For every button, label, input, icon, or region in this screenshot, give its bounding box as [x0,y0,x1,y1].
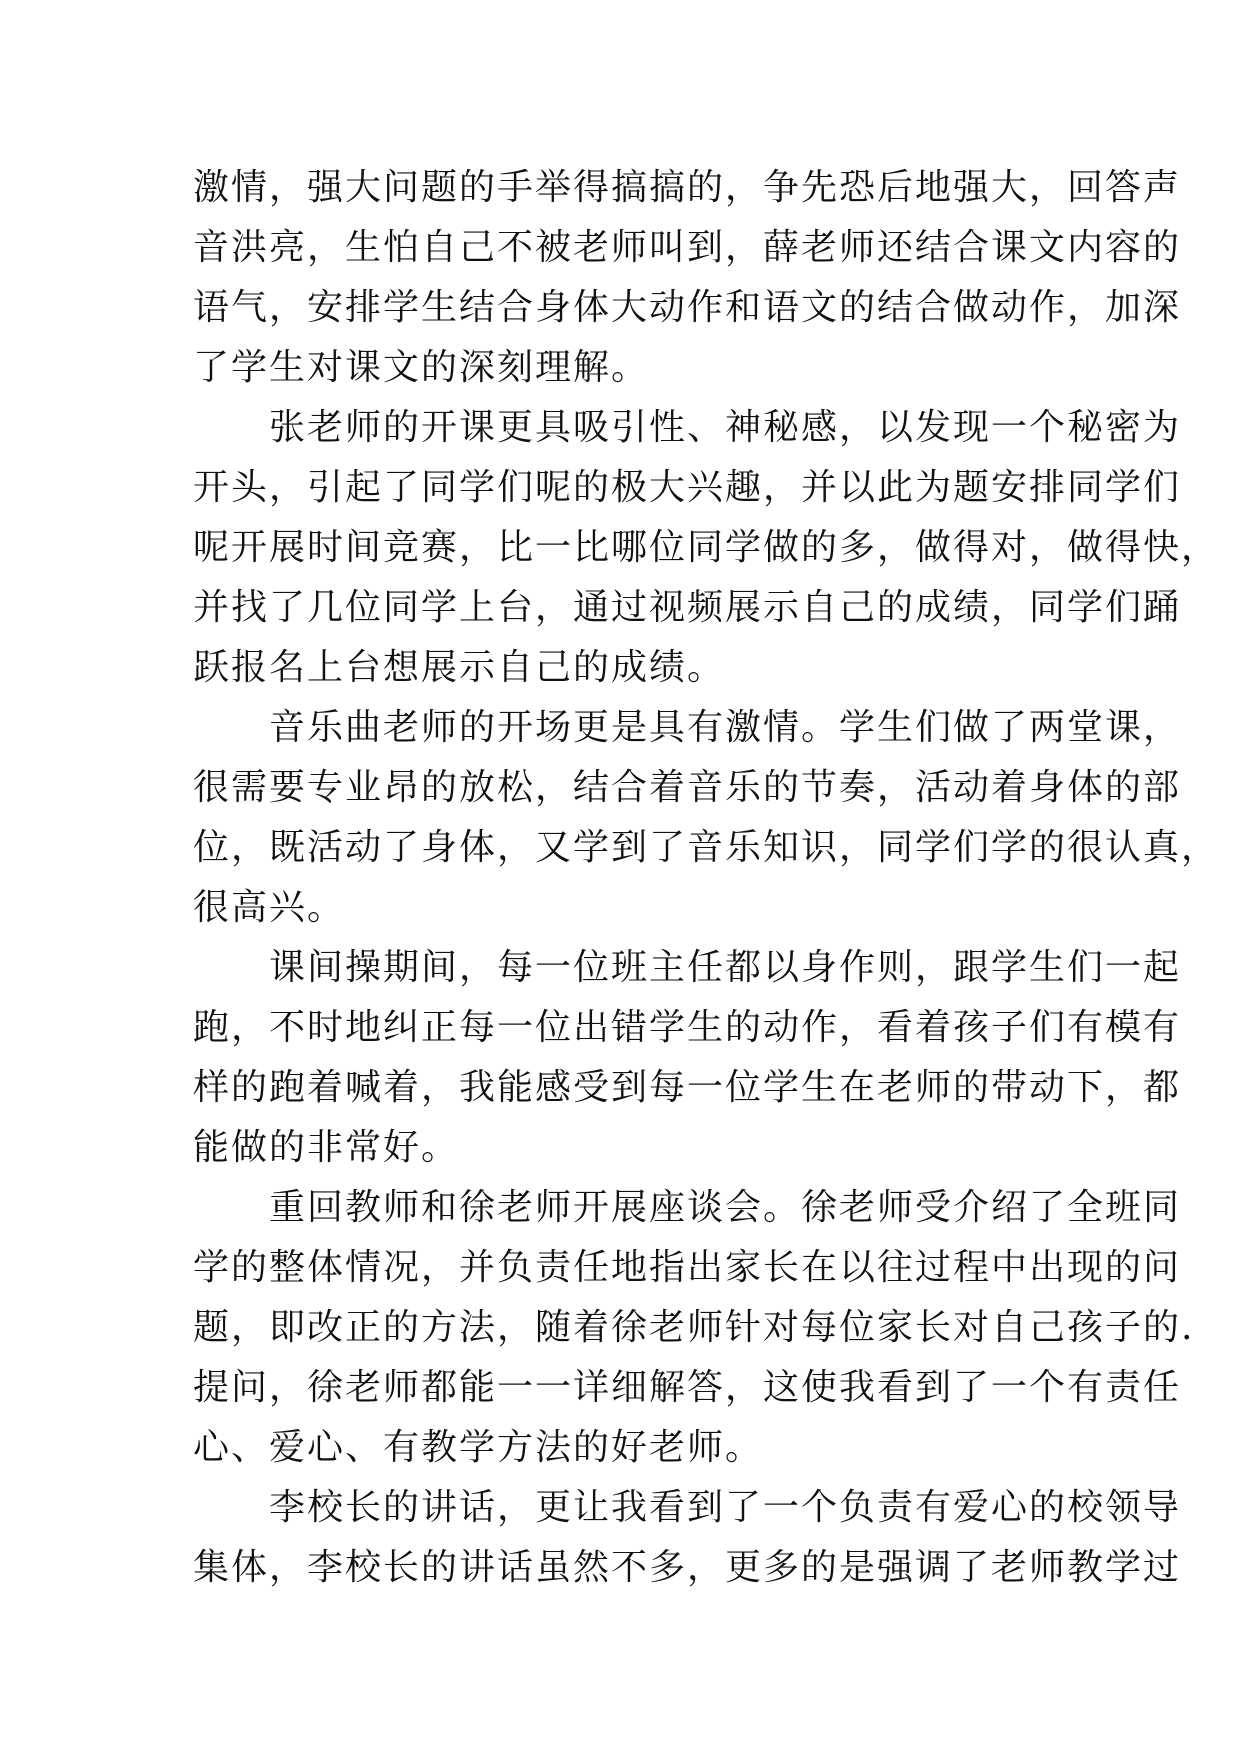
text-line-12: 位，既活动了身体，又学到了音乐知识，同学们学的很认真， [193,827,1220,868]
text-line-19: 学的整体情况，并负责任地指出家长在以往过程中出现的问 [193,1247,1182,1288]
text-line-11: 很需要专业昂的放松，结合着音乐的节奏，活动着身体的部 [193,767,1182,808]
text-line-7: 呢开展时间竞赛，比一比哪位同学做的多，做得对，做得快， [193,527,1220,568]
text-line-5: 张老师的开课更具吸引性、神秘感，以发现一个秘密为 [269,407,1182,448]
text-line-18: 重回教师和徐老师开展座谈会。徐老师受介绍了全班同 [269,1187,1182,1228]
text-line-10: 音乐曲老师的开场更是具有激情。学生们做了两堂课， [269,707,1182,748]
text-line-21: 提问，徐老师都能一一详细解答，这使我看到了一个有责任 [193,1367,1182,1408]
text-line-15: 跑，不时地纠正每一位出错学生的动作，看着孩子们有模有 [193,1007,1182,1048]
document-body [193,158,1220,1598]
text-line-2: 音洪亮，生怕自己不被老师叫到，薛老师还结合课文内容的 [193,227,1182,268]
text-line-8: 并找了几位同学上台，通过视频展示自己的成绩，同学们踊 [193,587,1182,628]
text-line-14: 课间操期间，每一位班主任都以身作则，跟学生们一起 [269,947,1182,988]
text-line-20: 题，即改正的方法，随着徐老师针对每位家长对自己孩子的. [193,1307,1195,1348]
text-line-1: 激情，强大问题的手举得搞搞的，争先恐后地强大，回答声 [193,167,1182,208]
text-line-22: 心、爱心、有教学方法的好老师。 [193,1427,764,1468]
text-line-24: 集体，李校长的讲话虽然不多，更多的是强调了老师教学过 [193,1547,1182,1588]
text-line-17: 能做的非常好。 [193,1127,460,1168]
text-line-9: 跃报名上台想展示自己的成绩。 [193,647,726,688]
text-line-3: 语气，安排学生结合身体大动作和语文的结合做动作，加深 [193,287,1182,328]
text-line-16: 样的跑着喊着，我能感受到每一位学生在老师的带动下，都 [193,1067,1182,1108]
text-line-4: 了学生对课文的深刻理解。 [193,347,650,388]
text-line-13: 很高兴。 [193,887,346,928]
text-line-23: 李校长的讲话，更让我看到了一个负责有爱心的校领导 [269,1487,1182,1528]
text-line-6: 开头，引起了同学们呢的极大兴趣，并以此为题安排同学们 [193,467,1182,508]
